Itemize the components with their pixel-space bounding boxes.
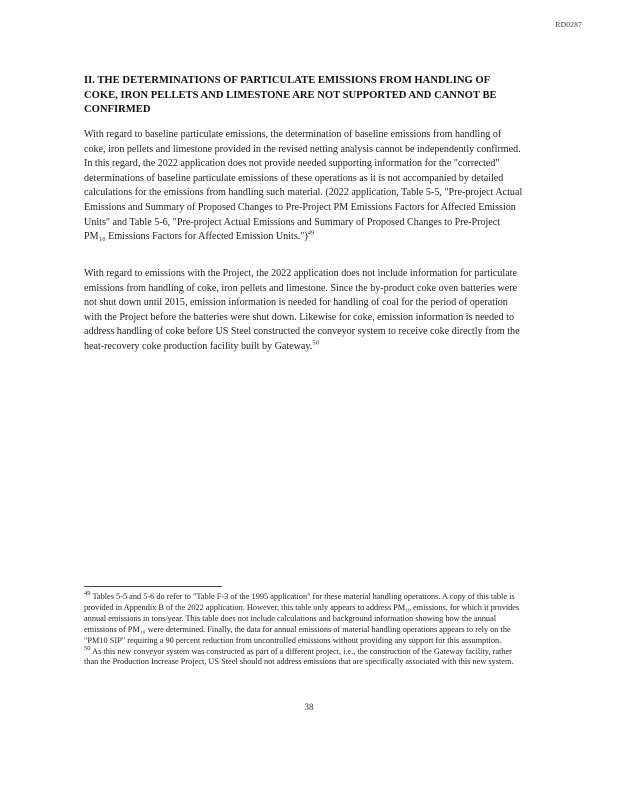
body-paragraph-baseline xyxy=(84,128,524,245)
footnote-text: Tables 5-5 and 5-6 do refer to "Table F-3 of the 1995 application" for these material handling operations. A copy of this table is provided in Appendix B of the 2022 application. However, this table only appears to address PM₁₀ emissions, for which it provides annual emissions in tons/year. This table does not include calculations and background information showing how the annual emissions of PM₁₀ were determined. Finally, the data for annual emissions of material handling operations appears to rely on the "PM10 SIP" requiring a 90 percent reduction from uncontrolled emissions without providing any support for this assumption. xyxy=(84,592,520,645)
footnote-ref-50[interactable]: 50 xyxy=(312,339,319,347)
document-page-id: RD0287 xyxy=(555,20,582,29)
footnote-50 xyxy=(84,644,524,669)
footnote-number: 49 xyxy=(84,590,91,598)
footnote-ref-49[interactable]: 49 xyxy=(307,229,315,237)
page-number: 38 xyxy=(304,702,314,712)
footnote-divider xyxy=(84,586,222,587)
footnote-49 xyxy=(84,592,524,647)
section-heading: II. THE DETERMINATIONS OF PARTICULATE EMISSIONS FROM HANDLING OF COKE, IRON PELLETS AND LIMESTONE ARE NOT SUPPORTED AND CANNOT BE CONFIRMED xyxy=(84,75,497,116)
footnote-text: As this new conveyor system was constructed as part of a different project, i.e., the construction of the Gateway facility, rather than the Production Increase Project, US Steel should not address emissions that are specifically associated with this new system. xyxy=(84,646,514,667)
body-paragraph-project-emissions xyxy=(84,267,524,355)
paragraph-text: With regard to baseline particulate emissions, the determination of baseline emissions from handling of coke, iron pellets and limestone provided in the revised netting analysis cannot be independently confirmed. In this regard, the 2022 application does not provide needed supporting information for the "corrected" determinations of baseline particulate emissions of these operations as it is not accompanied by detailed calculations for the emissions from handling such material. (2022 application, Table 5-5, "Pre-project Actual Emissions and Summary of Proposed Changes to Pre-Project PM Emissions Factors for Affected Emission Units" and Table 5-6, "Pre-project Actual Emissions and Summary of Proposed Changes to Pre-Project PM₁₀ Emissions Factors for Affected Emission Units.") xyxy=(84,129,523,243)
footnote-number: 50 xyxy=(84,644,91,652)
footnotes xyxy=(84,592,524,668)
paragraph-text: With regard to emissions with the Project, the 2022 application does not include information for particulate emissions from handling of coke, iron pellets and limestone. Since the by-product coke oven batteries were not shut down until 2015, emission information is needed for handling of coal for the period of operation with the Project before the batteries were shut down. Likewise for coke, emission information is needed to address handling of coke before US Steel constructed the conveyor system to receive coke directly from the heat-recovery coke production facility built by Gateway. xyxy=(84,268,520,352)
